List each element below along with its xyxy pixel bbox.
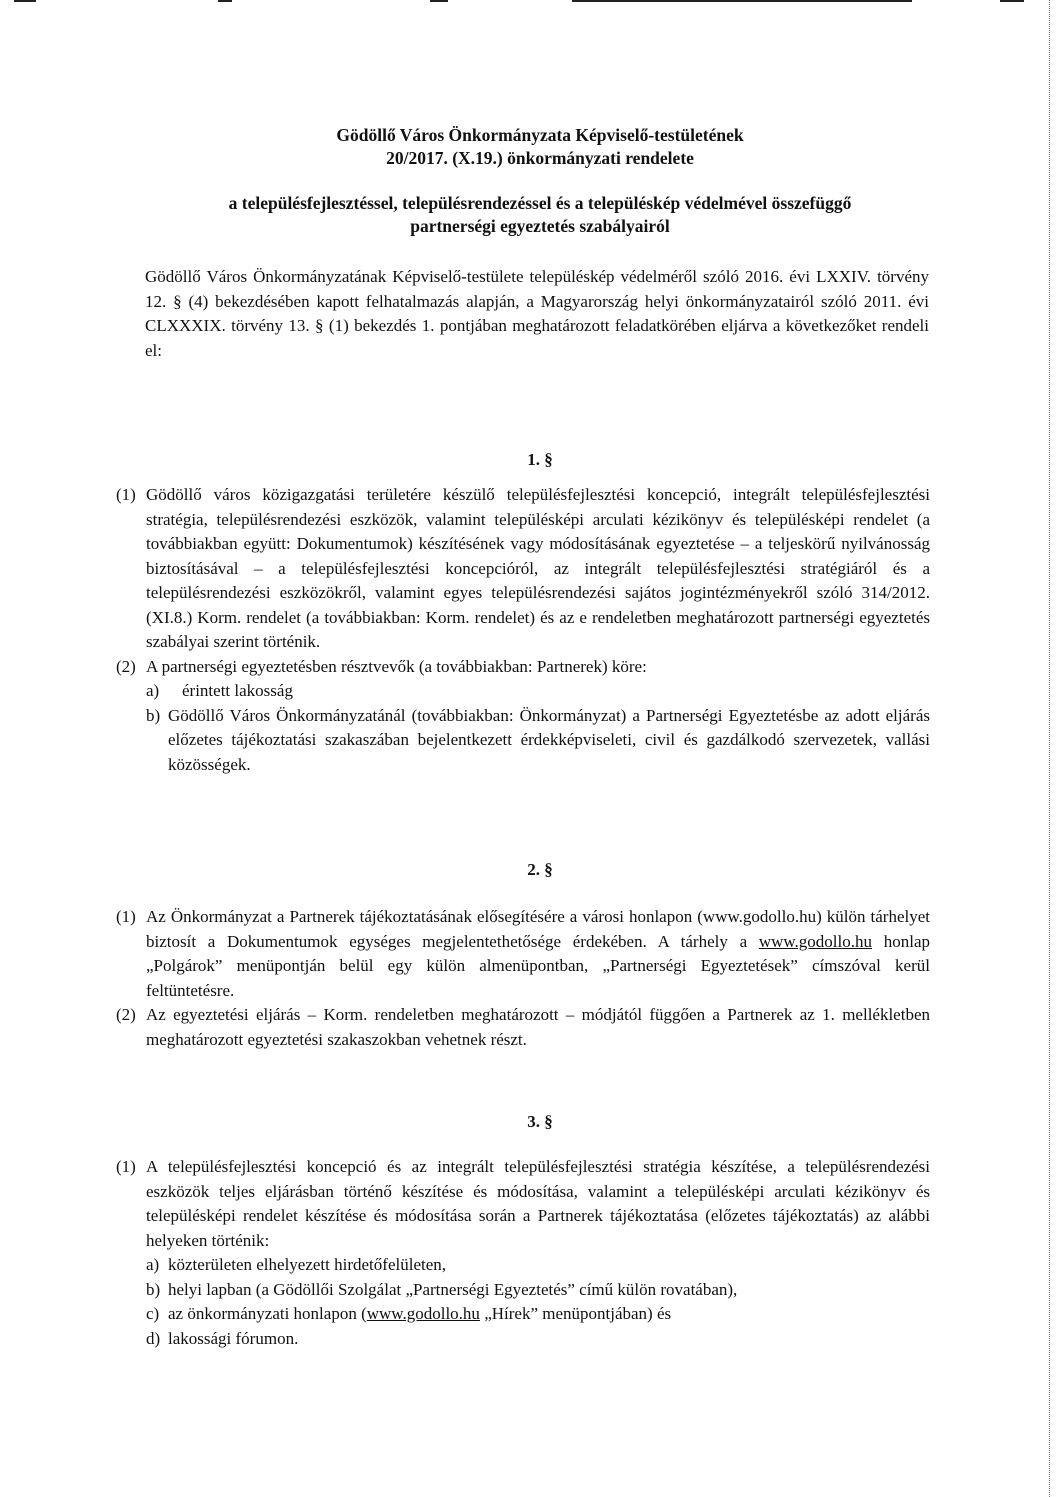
text-segment: Az Önkormányzat a Partnerek tájékoztatásának elősegítésére a városi honlapon (www.godollo.hu) külön tárhelyet biztosít a Dokumentumok egységes megjelentethetősége érdekében. A tárhely a <box>146 907 930 951</box>
paragraph-text: Az egyeztetési eljárás – Korm. rendeletben meghatározott – módjától függően a Partnerek az 1. mellékletben meghatározott egyeztetési szakaszokban vehetnek részt. <box>146 1005 930 1049</box>
list-item-a <box>146 679 930 704</box>
list-text: helyi lapban (a Gödöllői Szolgálat „Partnerségi Egyeztetés” című külön rovatában), <box>168 1279 738 1299</box>
list-text: közterületen elhelyezett hirdetőfelületen, <box>168 1255 447 1274</box>
text-segment: „Hírek” menüpontjában) és <box>479 1304 672 1323</box>
paragraph-text <box>146 905 930 1003</box>
section-heading-1: 1. § <box>527 450 553 469</box>
scan-edge-right <box>1049 0 1051 1497</box>
list-item-b <box>146 704 930 778</box>
document-title <box>140 124 940 170</box>
section-1-body <box>116 483 930 777</box>
paragraph-text: A partnerségi egyeztetésben résztvevők (a továbbiakban: Partnerek) köre: <box>146 656 647 676</box>
list-label: c) <box>146 1304 160 1323</box>
document-subtitle <box>120 192 960 238</box>
scan-edge-top <box>0 0 1058 3</box>
list-label: a) <box>146 681 160 700</box>
list-text: lakossági fórumon. <box>168 1328 299 1348</box>
list-label: a) <box>146 1255 160 1274</box>
section-3-body <box>116 1155 930 1351</box>
website-link[interactable]: www.godollo.hu <box>758 931 873 951</box>
paragraph-2-1 <box>116 905 930 1003</box>
paragraph-number: (1) <box>116 907 136 926</box>
text-segment: az önkormányzati honlapon ( <box>168 1304 367 1323</box>
paragraph-number: (1) <box>116 485 136 504</box>
list-label: b) <box>146 705 161 725</box>
paragraph-1-1 <box>116 483 930 655</box>
paragraph-text: Gödöllő város közigazgatási területére készülő településfejlesztési koncepció, integrált településfejlesztési stratégia, településrendezési eszközök, valamint településképi arculati kézikönyv és településképi rendelet (a továbbiakban együtt: Dokumentumok) készítésének vagy módosításának egyeztetése – a teljeskörű nyilvánosság biztosításával – a településfejlesztési koncepcióról, az integrált településfejlesztési stratégiáról és a településrendezési eszközökről, valamint egyes településrendezési sajátos jogintézményekről szóló 314/2012. (XI.8.) Korm. rendelet (a továbbiakban: Korm. rendelet) és az e rendeletben meghatározott partnerségi egyeztetés szabályai szerint történik. <box>146 485 930 651</box>
list-item-b <box>146 1278 930 1303</box>
paragraph-number: (2) <box>116 1005 136 1024</box>
section-2-body <box>116 905 930 1052</box>
list-text <box>168 1302 930 1327</box>
list-item-a <box>146 1253 930 1278</box>
paragraph-1-2 <box>116 655 930 680</box>
text-segment: honlap „Polgárok” menüpontján belül egy külön almenüpontban, „Partnerségi Egyeztetések” címszóval kerül feltüntetésre. <box>146 931 930 1000</box>
preamble: Gödöllő Város Önkormányzatának Képviselő-testülete településkép védelméről szóló 2016. évi LXXIV. törvény 12. § (4) bekezdésében kapott felhatalmazás alapján, a Magyarország helyi önkormányzatairól szóló 2011. évi CLXXXIX. törvény 13. § (1) bekezdés 1. pontjában meghatározott feladatkörében eljárva a következőket rendeli el: <box>145 267 929 360</box>
subtitle-line-2: partnerségi egyeztetés szabályairól <box>410 216 670 236</box>
title-line-2: 20/2017. (X.19.) önkormányzati rendelete <box>386 148 694 168</box>
website-link[interactable]: www.godollo.hu <box>366 1304 480 1323</box>
paragraph-2-2 <box>116 1003 930 1052</box>
paragraph-number: (1) <box>116 1157 136 1176</box>
list-item-c <box>146 1302 930 1327</box>
list-item-d <box>146 1327 930 1352</box>
list-text: Gödöllő Város Önkormányzatánál (továbbiakban: Önkormányzat) a Partnerségi Egyeztetésbe az adott eljárás előzetes tájékoztatási szakaszában bejelentkezett érdekképviseleti, civil és gazdálkodó szervezetek, vallási közösségek. <box>168 705 930 774</box>
list-text: érintett lakosság <box>182 681 293 700</box>
section-heading-3: 3. § <box>527 1112 553 1131</box>
list-label: d) <box>146 1328 161 1348</box>
list-label: b) <box>146 1279 161 1299</box>
paragraph-number: (2) <box>116 656 136 676</box>
title-line-1: Gödöllő Város Önkormányzata Képviselő-testületének <box>336 125 744 145</box>
paragraph-3-1 <box>116 1155 930 1253</box>
paragraph-text: A településfejlesztési koncepció és az integrált településfejlesztési stratégia készítése, a településrendezési eszközök teljes eljárásban történő készítése és módosítása, valamint a településképi arculati kézikönyv és településképi rendelet készítése és módosítása során a Partnerek tájékoztatása (előzetes tájékoztatás) az alábbi helyeken történik: <box>146 1157 930 1250</box>
section-heading-2: 2. § <box>527 860 553 879</box>
subtitle-line-1: a településfejlesztéssel, településrendezéssel és a településkép védelmével összefüggő <box>228 193 852 213</box>
